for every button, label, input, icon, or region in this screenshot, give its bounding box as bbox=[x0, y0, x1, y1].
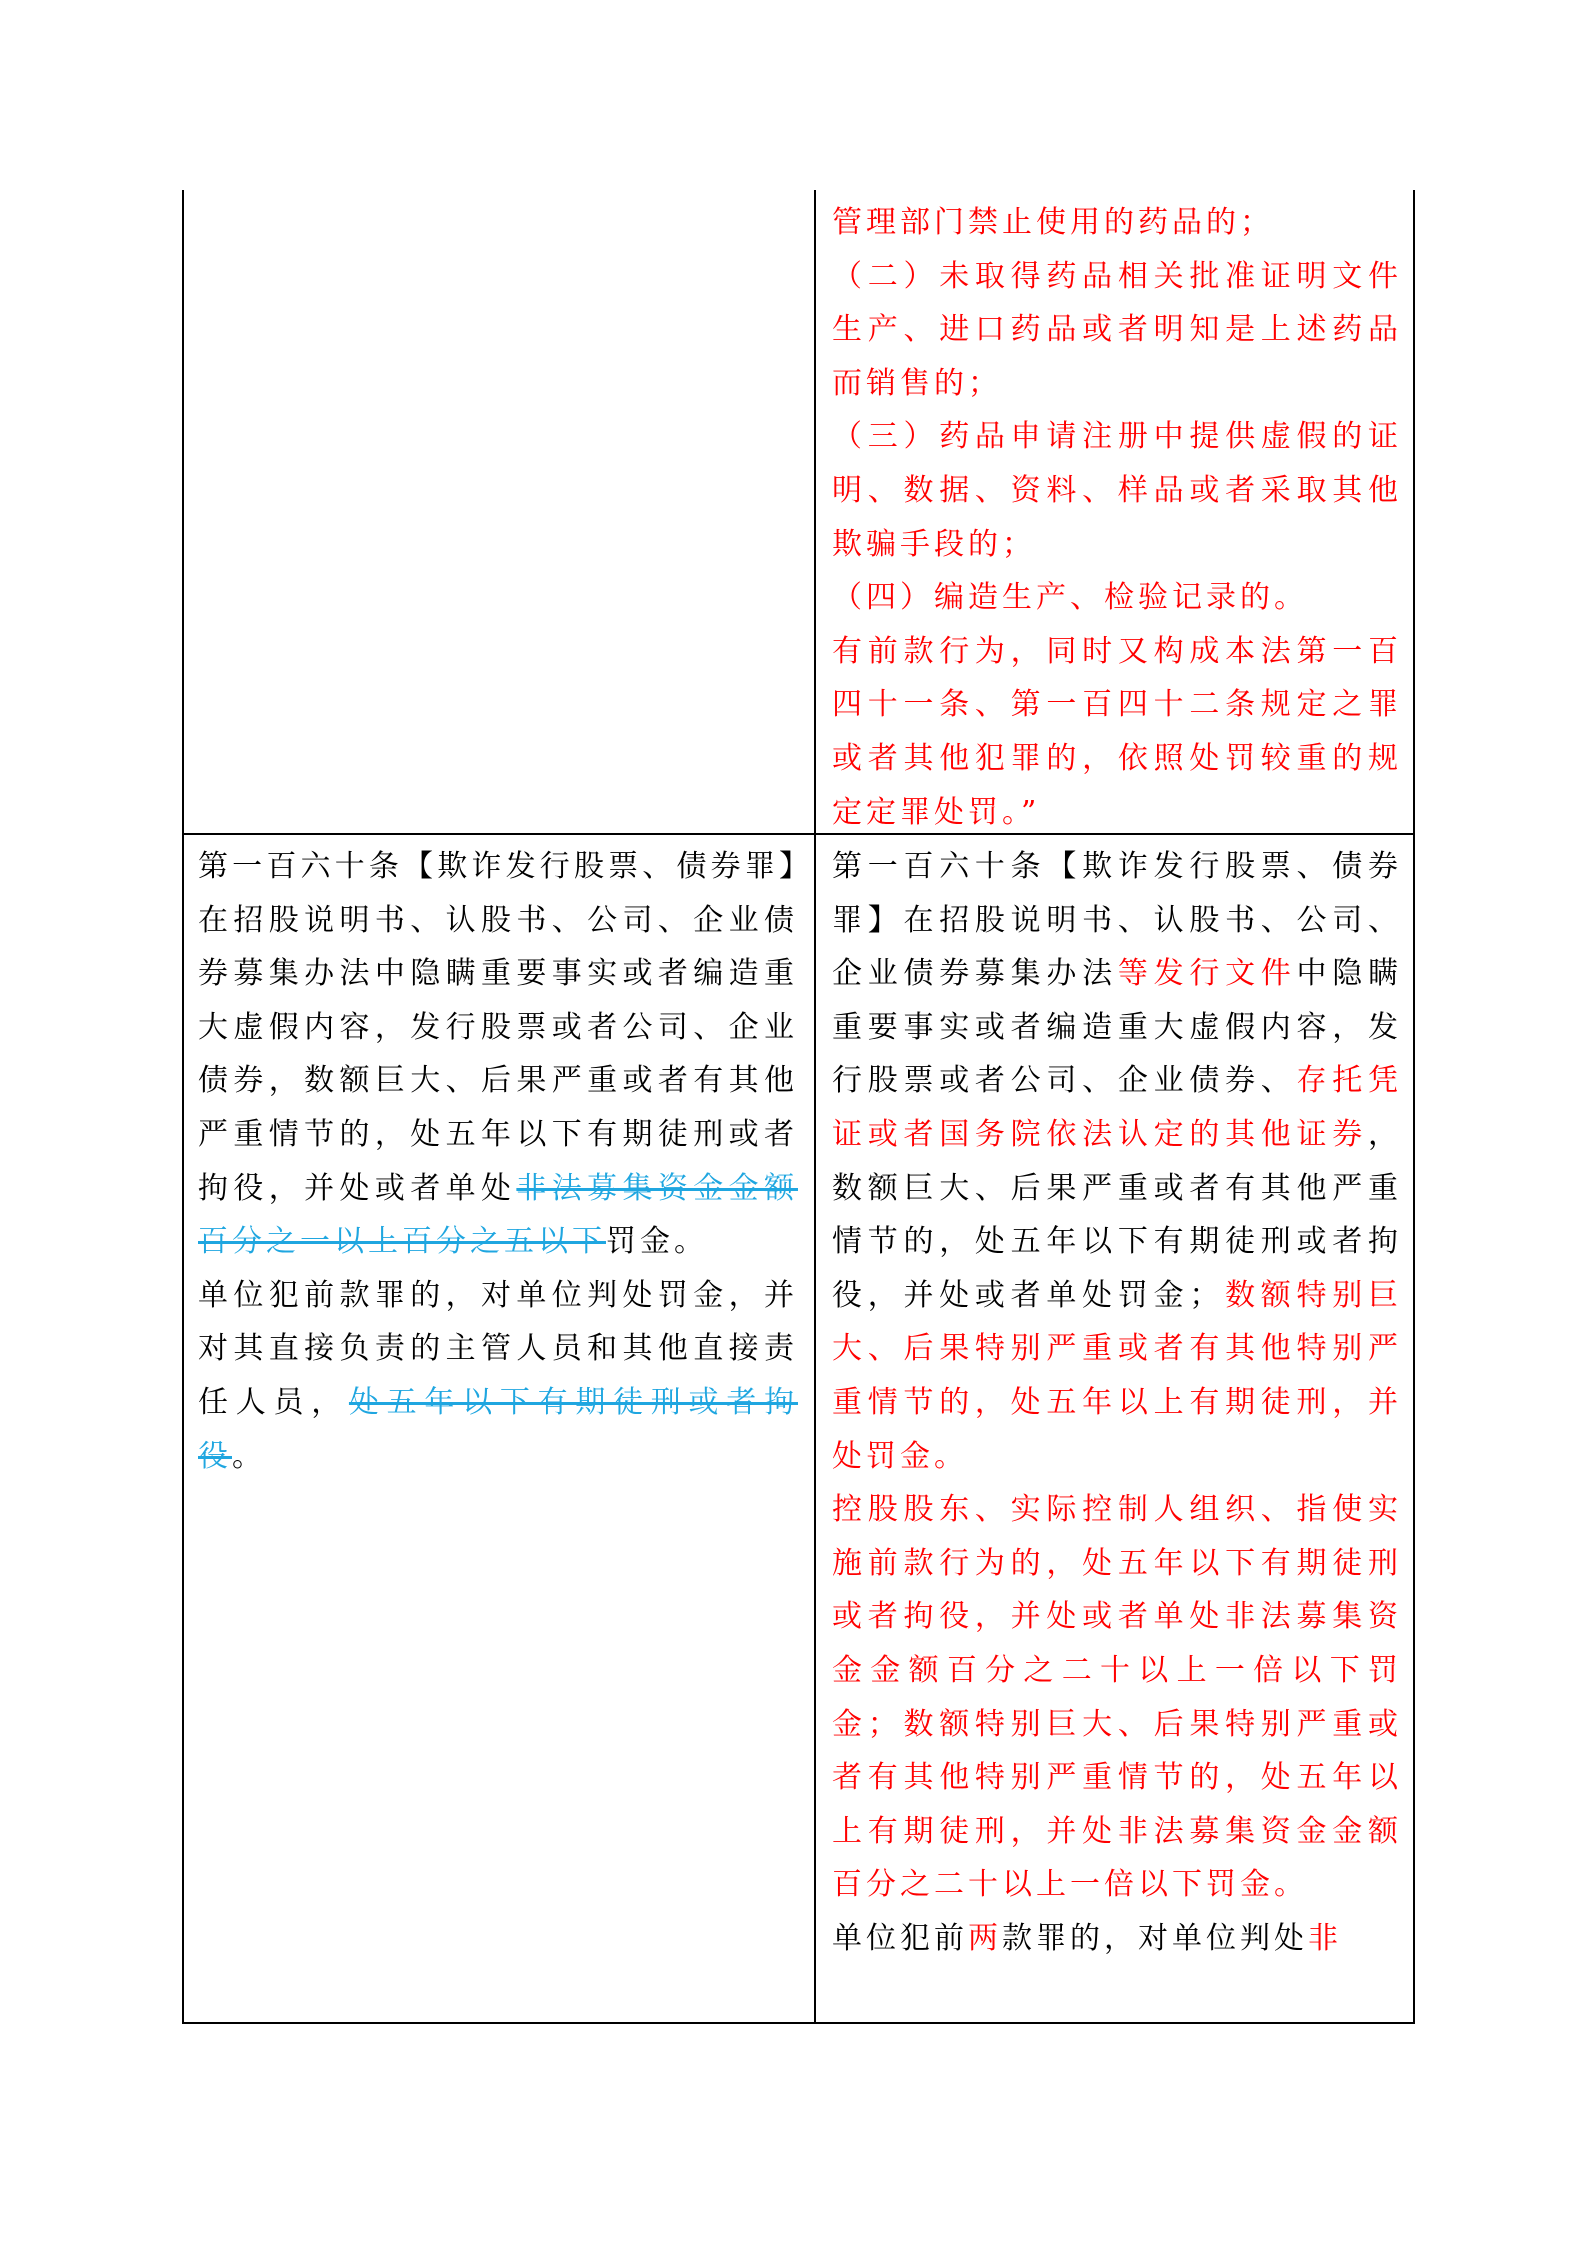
column-divider bbox=[814, 190, 816, 2022]
row2-left-cell bbox=[198, 840, 798, 1483]
old-text: 。 bbox=[232, 1438, 266, 1474]
row1-line-1: 管理部门禁止使用的药品的； bbox=[832, 205, 1274, 240]
old-article-para-1 bbox=[198, 840, 798, 1269]
new-article-para-2: 控股股东、实际控制人组织、指使实施前款行为的，处五年以下有期徒刑或者拘役，并处或者单处非法募集资金金额百分之二十以上一倍以下罚金；数额特别巨大、后果特别严重或者有其他特别严重情节的，处五年以上有期徒刑，并处非法募集资金金额百分之二十以上一倍以下罚金。 bbox=[832, 1492, 1402, 1903]
deleted-text: 处五年以下有期徒刑或者拘役 bbox=[198, 1384, 799, 1474]
added-text: 等发行文件 bbox=[1117, 956, 1297, 992]
row1-line-2: （二）未取得药品相关批准证明文件生产、进口药品或者明知是上述药品而销售的； bbox=[832, 258, 1402, 401]
old-article-para-2 bbox=[198, 1269, 798, 1483]
row1-line-4: （四）编造生产、检验记录的。 bbox=[832, 580, 1308, 616]
row1-line-3: （三）药品申请注册中提供虚假的证明、数据、资料、样品或者采取其他欺骗手段的； bbox=[832, 419, 1402, 562]
unchanged-text: 第一百六十条【欺诈发行股票、债券罪】在招股说明书、认股书、公司、企业债券募集办法 bbox=[832, 849, 1402, 992]
row1-right-cell bbox=[832, 196, 1402, 839]
new-article-para-1 bbox=[832, 840, 1402, 1483]
added-text: 非 bbox=[1308, 1920, 1342, 1956]
unchanged-text: 中隐瞒重要事实或者编造重大虚假内容，发行股票或者公司、企业债券、 bbox=[832, 956, 1403, 1099]
old-text: 单位犯前款罪的，对单位判处罚金，并对其直接负责的主管人员和其他直接责任人员， bbox=[198, 1277, 798, 1420]
deleted-text: 非法募集资金金额百分之一以上百分之五以下 bbox=[198, 1170, 798, 1260]
new-article-para-3 bbox=[832, 1912, 1402, 1966]
added-text: 两 bbox=[968, 1920, 1002, 1956]
unchanged-text: ，数额巨大、后果严重或者有其他严重情节的，处五年以下有期徒刑或者拘役，并处或者单处罚金； bbox=[832, 1116, 1402, 1313]
unchanged-text: 款罪的，对单位判处 bbox=[1002, 1920, 1308, 1956]
row2-right-cell bbox=[832, 840, 1402, 1965]
old-text: 罚金。 bbox=[606, 1224, 708, 1260]
added-text: 数额特别巨大、后果特别严重或者有其他特别严重情节的，处五年以上有期徒刑，并处罚金。 bbox=[832, 1277, 1403, 1474]
old-text: 第一百六十条【欺诈发行股票、债券罪】在招股说明书、认股书、公司、企业债券募集办法中隐瞒重要事实或者编造重大虚假内容，发行股票或者公司、企业债券，数额巨大、后果严重或者有其他严重情节的，处五年以下有期徒刑或者拘役，并处或者单处 bbox=[198, 849, 798, 1206]
row1-line-5: 有前款行为，同时又构成本法第一百四十一条、第一百四十二条规定之罪或者其他犯罪的，依照处罚较重的规定定罪处罚。” bbox=[832, 633, 1402, 830]
unchanged-text: 单位犯前 bbox=[832, 1920, 968, 1956]
comparison-table bbox=[182, 190, 1415, 2024]
added-text: 存托凭证或者国务院依法认定的其他证券 bbox=[832, 1063, 1403, 1152]
